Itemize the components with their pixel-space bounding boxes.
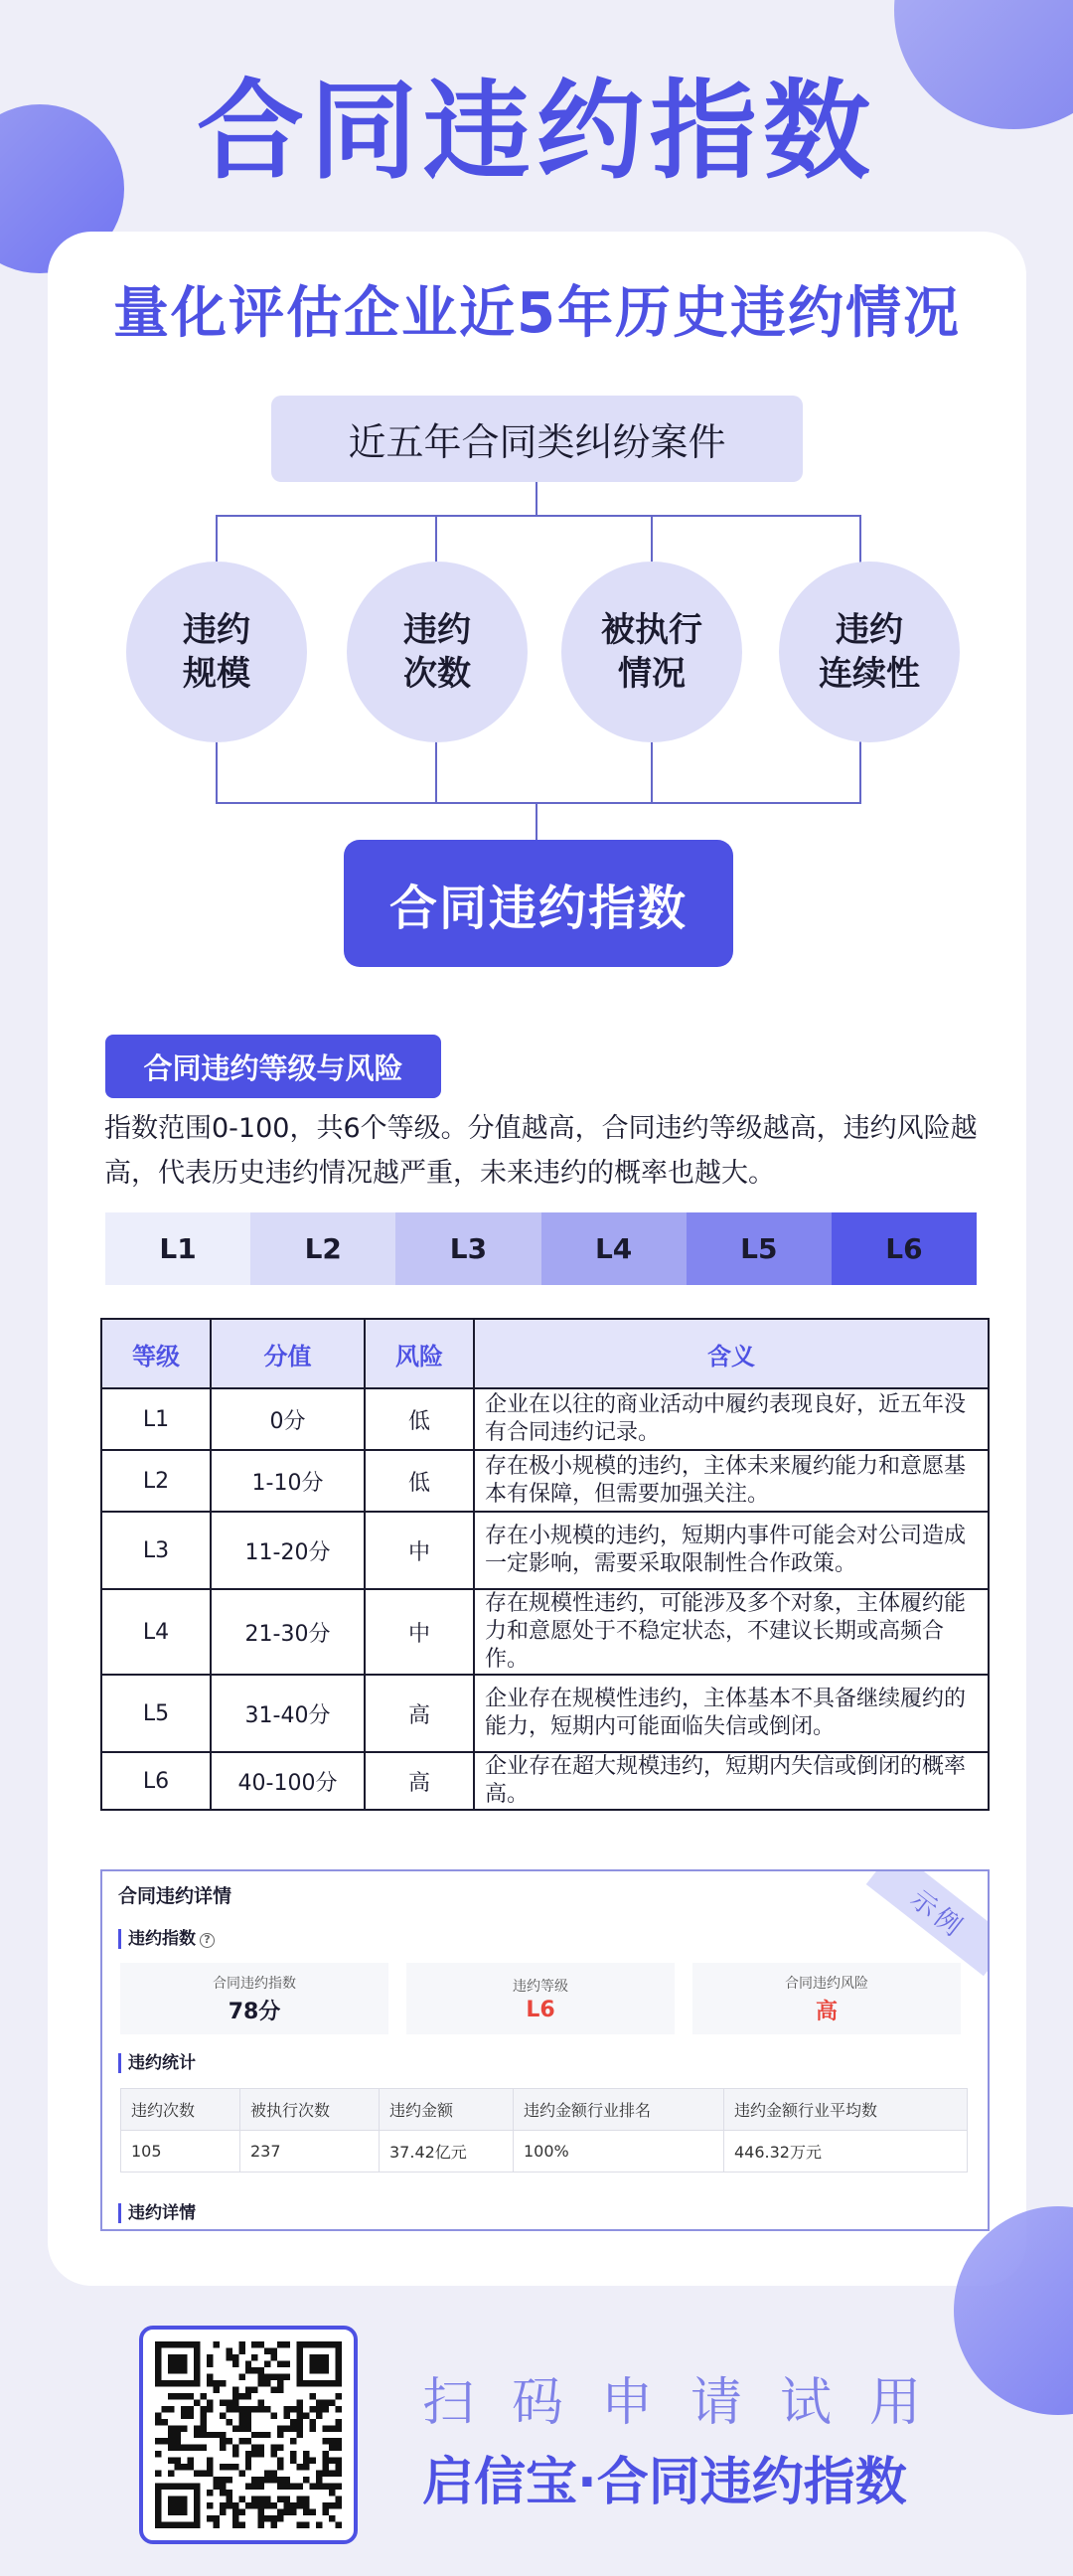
stats-cell: 105 xyxy=(121,2131,240,2173)
cell-risk: 低 xyxy=(365,1450,474,1512)
stats-header: 违约金额 xyxy=(380,2089,514,2131)
factor-label: 次数 xyxy=(403,654,471,694)
cell-level: L4 xyxy=(101,1589,211,1675)
level-scale xyxy=(105,1212,977,1285)
stats-header-row xyxy=(121,2089,968,2131)
cell-risk: 高 xyxy=(365,1752,474,1810)
factor-label: 规模 xyxy=(183,654,250,694)
example-stamp: 示例 xyxy=(866,1869,990,1976)
stats-table xyxy=(120,2088,968,2173)
table-row xyxy=(101,1752,989,1810)
cell-meaning: 存在极小规模的违约，主体未来履约能力和意愿基本有保障，但需要加强关注。 xyxy=(474,1450,989,1512)
stats-header: 违约金额行业排名 xyxy=(514,2089,724,2131)
cell-score: 1-10分 xyxy=(211,1450,365,1512)
connector-line xyxy=(536,802,537,840)
level-l6: L6 xyxy=(832,1212,977,1285)
level-l3: L3 xyxy=(395,1212,540,1285)
qr-code-graphic xyxy=(155,2341,342,2528)
page-title: 合同违约指数 xyxy=(196,70,876,194)
cell-level: L3 xyxy=(101,1512,211,1589)
connector-line xyxy=(216,738,218,803)
stat-card-index xyxy=(120,1963,388,2034)
stat-card-level xyxy=(406,1963,675,2034)
stats-header: 被执行次数 xyxy=(240,2089,380,2131)
stats-header: 违约金额行业平均数 xyxy=(724,2089,968,2131)
factor-label: 违约 xyxy=(836,609,903,650)
cell-score: 0分 xyxy=(211,1388,365,1450)
index-section-label: 违约指数 xyxy=(128,1929,196,1949)
stats-section-header: 违约统计 xyxy=(118,2053,196,2073)
stat-label: 合同违约指数 xyxy=(213,1975,296,1992)
cell-score: 11-20分 xyxy=(211,1512,365,1589)
cell-level: L5 xyxy=(101,1675,211,1752)
connector-line xyxy=(651,738,653,803)
cell-meaning: 企业存在规模性违约，主体基本不具备继续履约的能力，短期内可能面临失信或倒闭。 xyxy=(474,1675,989,1752)
connector-line xyxy=(216,515,860,517)
cell-risk: 中 xyxy=(365,1512,474,1589)
grade-table xyxy=(100,1318,990,1811)
flow-diagram xyxy=(48,232,1026,987)
header-score: 分值 xyxy=(211,1319,365,1388)
section-description: 指数范围0-100，共6个等级。分值越高，合同违约等级越高，违约风险越高，代表历史违约情况越严重，未来违约的概率也越大。 xyxy=(104,1113,978,1189)
cell-meaning: 存在规模性违约，可能涉及多个对象，主体履约能力和意愿处于不稳定状态，不建议长期或高频合作。 xyxy=(474,1589,989,1675)
source-box: 近五年合同类纠纷案件 xyxy=(271,396,803,482)
table-row xyxy=(101,1589,989,1675)
header-level: 等级 xyxy=(101,1319,211,1388)
stat-value: L6 xyxy=(526,1997,555,2022)
cell-level: L1 xyxy=(101,1388,211,1450)
header-meaning: 含义 xyxy=(474,1319,989,1388)
header-risk: 风险 xyxy=(365,1319,474,1388)
result-box: 合同违约指数 xyxy=(344,840,733,967)
stat-label: 合同违约风险 xyxy=(785,1975,868,1992)
stats-cell: 237 xyxy=(240,2131,380,2173)
detail-example-panel xyxy=(100,1869,990,2231)
cell-score: 31-40分 xyxy=(211,1675,365,1752)
cell-level: L6 xyxy=(101,1752,211,1810)
table-row xyxy=(101,1450,989,1512)
index-section-header xyxy=(118,1929,215,1949)
factor-label: 连续性 xyxy=(819,654,920,694)
cell-meaning: 存在小规模的违约，短期内事件可能会对公司造成一定影响，需要采取限制性合作政策。 xyxy=(474,1512,989,1589)
connector-line xyxy=(435,515,437,566)
cell-risk: 高 xyxy=(365,1675,474,1752)
qr-code-icon[interactable] xyxy=(139,2326,358,2544)
cta-line-1: 扫码申请试用 xyxy=(422,2373,960,2433)
connector-line xyxy=(859,515,861,566)
stat-card-risk xyxy=(692,1963,961,2034)
section-tag: 合同违约等级与风险 xyxy=(105,1035,441,1098)
connector-line xyxy=(859,738,861,803)
level-l2: L2 xyxy=(250,1212,395,1285)
cell-level: L2 xyxy=(101,1450,211,1512)
level-l5: L5 xyxy=(687,1212,832,1285)
factor-label: 情况 xyxy=(618,654,686,694)
connector-line xyxy=(216,515,218,566)
factor-enforcement xyxy=(561,562,742,742)
stats-cell: 37.42亿元 xyxy=(380,2131,514,2173)
connector-line xyxy=(536,482,537,516)
level-l1: L1 xyxy=(105,1212,250,1285)
cell-meaning: 企业在以往的商业活动中履约表现良好，近五年没有合同违约记录。 xyxy=(474,1388,989,1450)
table-row xyxy=(101,1675,989,1752)
stats-header: 违约次数 xyxy=(121,2089,240,2131)
stat-value: 高 xyxy=(815,1999,838,2024)
stat-label: 违约等级 xyxy=(513,1978,568,1995)
table-header-row xyxy=(101,1319,989,1388)
cell-score: 21-30分 xyxy=(211,1589,365,1675)
question-circle-icon[interactable]: ? xyxy=(200,1933,215,1948)
factor-scale xyxy=(126,562,307,742)
factor-label: 违约 xyxy=(183,609,250,650)
detail-title: 合同违约详情 xyxy=(118,1885,232,1907)
subtitle: 量化评估企业近5年历史违约情况 xyxy=(113,281,961,346)
cta-line-2: 启信宝·合同违约指数 xyxy=(422,2453,907,2512)
detail-section-header: 违约详情 xyxy=(118,2203,196,2223)
stats-cell: 446.32万元 xyxy=(724,2131,968,2173)
cell-risk: 中 xyxy=(365,1589,474,1675)
factor-label: 被执行 xyxy=(601,609,702,650)
stats-cell: 100% xyxy=(514,2131,724,2173)
cell-risk: 低 xyxy=(365,1388,474,1450)
connector-line xyxy=(216,802,861,804)
factor-count xyxy=(347,562,528,742)
level-l4: L4 xyxy=(541,1212,687,1285)
factor-label: 违约 xyxy=(403,609,471,650)
cell-score: 40-100分 xyxy=(211,1752,365,1810)
table-row xyxy=(101,1388,989,1450)
stat-value: 78分 xyxy=(228,1999,281,2024)
connector-line xyxy=(435,738,437,803)
main-card xyxy=(48,232,1026,2286)
connector-line xyxy=(651,515,653,566)
stats-row xyxy=(121,2131,968,2173)
factor-continuity xyxy=(779,562,960,742)
cell-meaning: 企业存在超大规模违约，短期内失信或倒闭的概率高。 xyxy=(474,1752,989,1810)
table-row xyxy=(101,1512,989,1589)
